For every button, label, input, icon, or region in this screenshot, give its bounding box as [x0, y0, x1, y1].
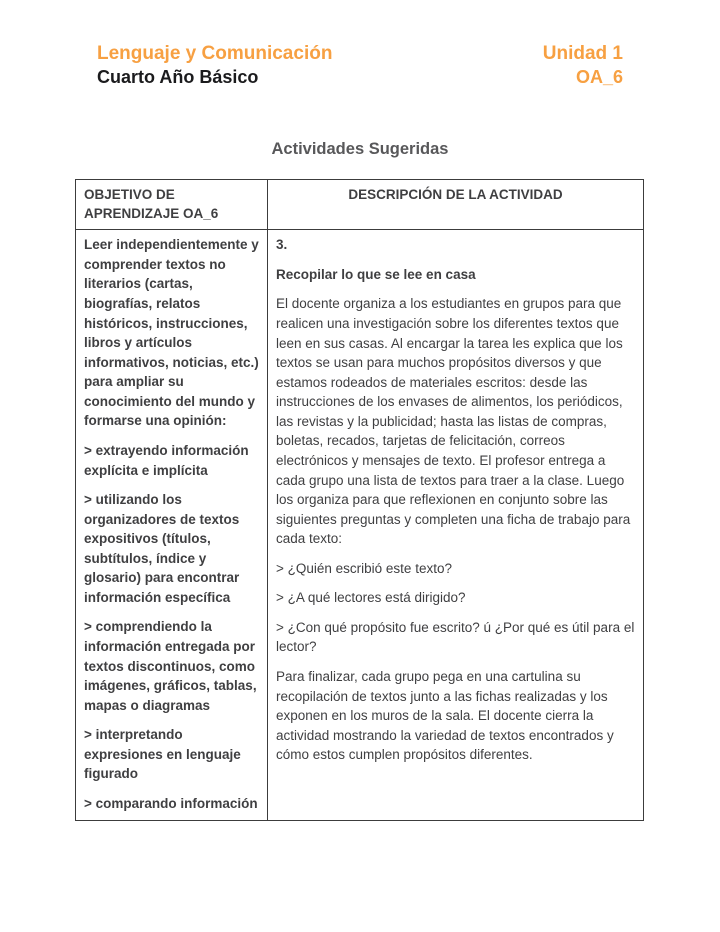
activity-cell — [268, 230, 644, 820]
table-header-row — [76, 180, 644, 230]
header-right — [543, 42, 623, 89]
activity-closing: Para finalizar, cada grupo pega en una cartulina su recopilación de textos junto a las fichas realizadas y los exponen en los muros de la sala. El docente cierra la actividad mostrando la variedad de textos encontrados y cómo estos cumplen propósitos diferentes. — [276, 669, 614, 763]
oa-label: OA_6 — [575, 67, 623, 87]
objective-bullet: > comparando información — [84, 795, 258, 811]
objective-bullet: > extrayendo información explícita e implícita — [84, 442, 249, 478]
description-column-header: DESCRIPCIÓN DE LA ACTIVIDAD — [268, 180, 644, 230]
objective-column-header: OBJETIVO DE APRENDIZAJE OA_6 — [76, 180, 268, 230]
unit-label: Unidad 1 — [542, 43, 623, 64]
activities-table — [75, 179, 644, 821]
table-body-row — [76, 230, 644, 820]
activity-body: El docente organiza a los estudiantes en grupos para que realicen una investigación sobre los diferentes textos que leen en sus casas. Al encargar la tarea les explica que los textos se usan para muchos propósitos diversos y que estamos rodeados de materiales escritos: desde las instrucciones de los envases de alimentos, los periódicos, las revistas y la publicidad; hasta las listas de compras, boletas, recados, tarjetas de felicitación, correos electrónicos y mensajes de texto. El profesor entrega a cada grupo una lista de textos para traer a la clase. Luego los organiza para que reflexionen en conjunto sobre las siguientes preguntas y completen una ficha de trabajo para cada texto: — [276, 296, 631, 547]
activity-title: Recopilar lo que se lee en casa — [276, 266, 476, 282]
objective-intro: Leer independientemente y comprender textos no literarios (cartas, biografías, relatos históricos, instrucciones, libros y artículos informativos, noticias, etc.) para ampliar su conocimiento del mundo y formarse una opinión: — [84, 237, 259, 429]
objective-bullet: > interpretando expresiones en lenguaje figurado — [84, 727, 241, 782]
subject-title: Lenguaje y Comunicación — [97, 43, 333, 64]
header-left — [97, 42, 332, 89]
page-title: Actividades Sugeridas — [271, 140, 449, 158]
document-header — [0, 0, 720, 89]
activity-question: > ¿Quién escribió este texto? — [276, 560, 452, 576]
grade-title: Cuarto Año Básico — [97, 67, 259, 87]
activity-question: > ¿A qué lectores está dirigido? — [276, 590, 466, 606]
activity-question: > ¿Con qué propósito fue escrito? ú ¿Por qué es útil para el lector? — [276, 619, 635, 655]
objective-cell — [76, 230, 268, 820]
objective-bullet: > utilizando los organizadores de textos expositivos (títulos, subtítulos, índice y glosario) para encontrar información específica — [84, 492, 240, 605]
activity-number: 3. — [276, 237, 288, 253]
objective-bullet: > comprendiendo la información entregada por textos discontinuos, como imágenes, gráficos, tablas, mapas o diagramas — [84, 619, 257, 713]
